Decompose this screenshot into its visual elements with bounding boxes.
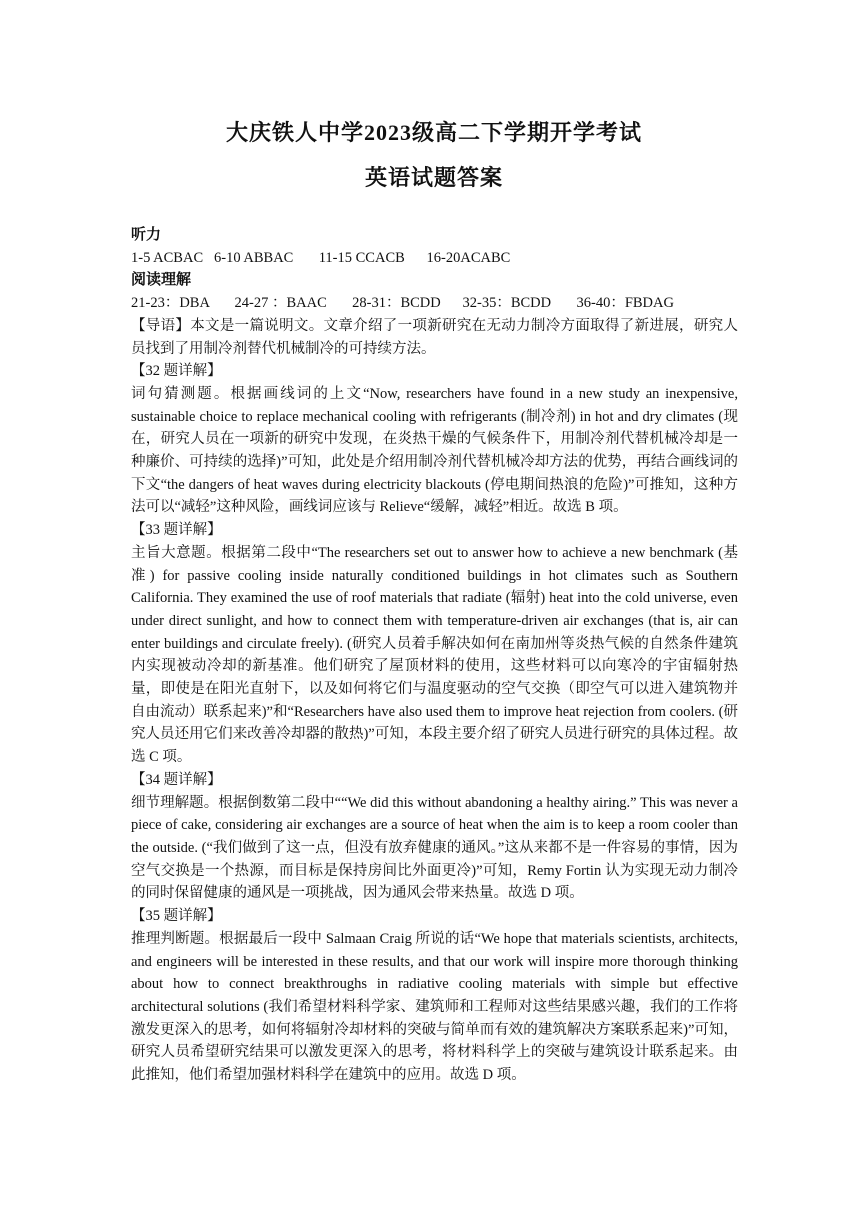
- document-title: 大庆铁人中学2023级高二下学期开学考试: [225, 120, 642, 145]
- listening-heading: 听力: [131, 227, 162, 243]
- q33-heading: 【33 题详解】: [131, 522, 222, 539]
- answer-content: [131, 224, 738, 1087]
- q35-heading: 【35 题详解】: [131, 908, 222, 925]
- document-subtitle: 英语试题答案: [364, 165, 503, 190]
- q33-explanation: 主旨大意题。根据第二段中“The researchers set out to answer how to achieve a new benchmark (基准) for passive cooling inside naturally conditioned buildings in hot climates such as Southern California. They examined the use of roof materials that radiate (辐射) heat into the cold universe, even under direct sunlight, and how to connect them with temperature-driven air exchanges (that is, air can enter buildings and circulate freely). (研究人员着手解决如何在南加州等炎热气候的自然条件建筑内实现被动冷却的新基准。他们研究了屋顶材料的使用，这些材料可以向寒冷的宇宙辐射热量，即使是在阳光直射下，以及如何将它们与温度驱动的空气交换（即空气可以进入建筑物并自由流动）联系起来)”和“Researchers have also used them to improve heat rejection from coolers. (研究人员还用它们来改善冷却器的散热)”可知，本段主要介绍了研究人员进行研究的具体过程。故选 C 项。: [131, 544, 738, 766]
- q34-heading: 【34 题详解】: [131, 771, 222, 788]
- reading-answers: 21-23：DBA 24-27 ：BAAC 28-31：BCDD 32-35：BCDD 36-40：FBDAG: [131, 295, 674, 312]
- q32-heading: 【32 题详解】: [131, 363, 222, 380]
- q35-explanation: 推理判断题。根据最后一段中 Salmaan Craig 所说的话“We hope that materials scientists, architects, and engineers will be interested in these results, and that our work will inspire more thorough thinking about how to connect breakthroughs in radiative cooling materials with simple but effective architectural solutions (我们希望材料科学家、建筑师和工程师对这些结果感兴趣，我们的工作将激发更深入的思考，如何将辐射冷却材料的突破与简单而有效的建筑解决方案联系起来)”可知，研究人员希望研究结果可以激发更深入的思考，将材料科学上的突破与建筑设计联系起来。由此推知，他们希望加强材料科学在建筑中的应用。故选 D 项。: [131, 930, 738, 1084]
- reading-heading: 阅读理解: [131, 272, 192, 289]
- guide-paragraph: 【导语】本文是一篇说明文。文章介绍了一项新研究在无动力制冷方面取得了新进展，研究人员找到了用制冷剂替代机械制冷的可持续方法。: [131, 317, 738, 357]
- listening-answers: 1-5 ACBAC 6-10 ABBAC 11-15 CCACB 16-20ACABC: [131, 249, 511, 266]
- q34-explanation: 细节理解题。根据倒数第二段中““We did this without abandoning a healthy airing.” This was never a piece of cake, considering air exchanges are a source of heat when the aim is to keep a room cooler than the outside. (“我们做到了这一点，但没有放弃健康的通风。”这从来都不是一件容易的事情，因为空气交换是一个热源，而目标是保持房间比外面更冷)”可知，Remy Fortin 认为实现无动力制冷的同时保留健康的通风是一项挑战，因为通风会带来热量。故选 D 项。: [131, 794, 738, 902]
- q32-explanation: 词句猜测题。根据画线词的上文“Now, researchers have found in a new study an inexpensive, sustainable choice to replace mechanical cooling with refrigerants (制冷剂) in hot and dry climates (现在，研究人员在一项新的研究中发现，在炎热干燥的气候条件下，用制冷剂代替机械冷却是一种廉价、可持续的选择)”可知，此处是介绍用制冷剂代替机械冷却方法的优势，再结合画线词的下文“the dangers of heat waves during electricity blackouts (停电期间热浪的危险)”可推知，这种方法可以“减轻”这种风险，画线词应该与 Relieve“缓解，减轻”相近。故选 B 项。: [131, 385, 738, 516]
